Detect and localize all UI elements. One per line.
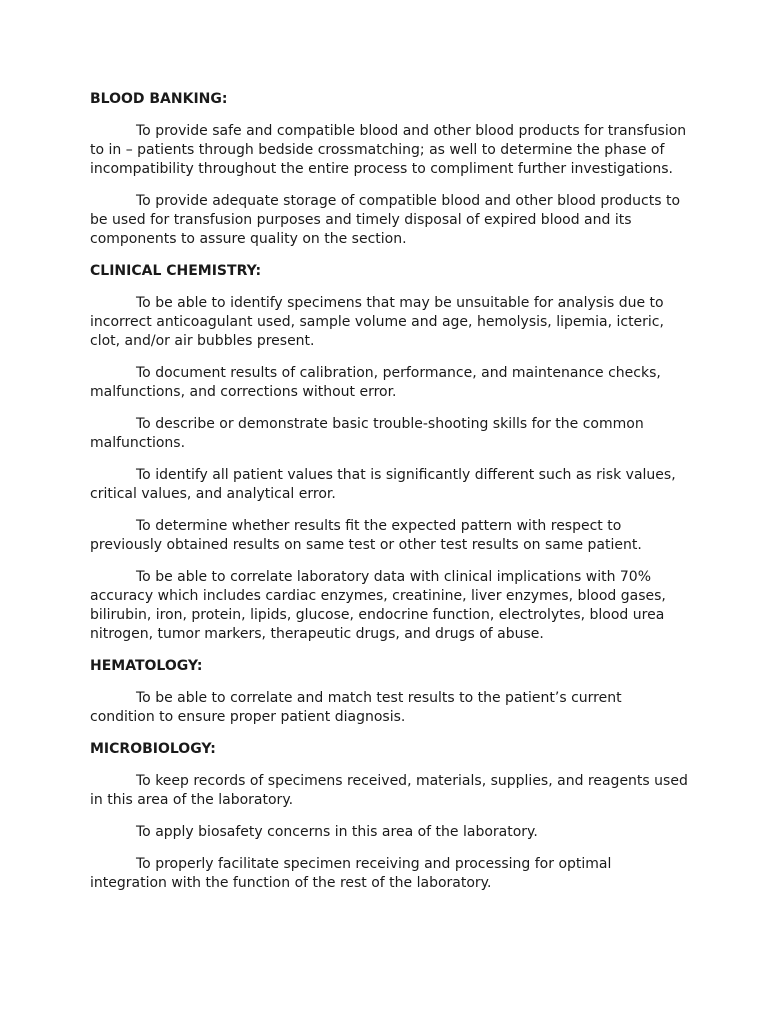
section-microbiology xyxy=(90,740,690,893)
section-heading: CLINICAL CHEMISTRY: xyxy=(90,263,262,279)
section-blood-banking xyxy=(90,90,690,249)
paragraph: To document results of calibration, performance, and maintenance checks, malfunctions, and corrections without error. xyxy=(90,365,661,400)
paragraph: To apply biosafety concerns in this area of the laboratory. xyxy=(136,824,538,840)
section-heading: BLOOD BANKING: xyxy=(90,91,228,107)
paragraph: To be able to correlate and match test results to the patient’s current condition to ensure proper patient diagnosis. xyxy=(90,690,622,725)
paragraph: To determine whether results fit the expected pattern with respect to previously obtained results on same test or other test results on same patient. xyxy=(90,518,642,553)
paragraph: To be able to identify specimens that may be unsuitable for analysis due to incorrect anticoagulant used, sample volume and age, hemolysis, lipemia, icteric, clot, and/or air bubbles present. xyxy=(90,295,664,349)
section-heading: MICROBIOLOGY: xyxy=(90,741,216,757)
paragraph: To provide adequate storage of compatible blood and other blood products to be used for transfusion purposes and timely disposal of expired blood and its components to assure quality on the section. xyxy=(90,193,681,247)
paragraph: To keep records of specimens received, materials, supplies, and reagents used in this area of the laboratory. xyxy=(90,773,688,808)
paragraph: To describe or demonstrate basic trouble-shooting skills for the common malfunctions. xyxy=(90,416,644,451)
section-hematology xyxy=(90,657,690,727)
paragraph: To identify all patient values that is significantly different such as risk values, critical values, and analytical error. xyxy=(90,467,676,502)
section-heading: HEMATOLOGY: xyxy=(90,658,203,674)
section-clinical-chemistry xyxy=(90,262,690,644)
paragraph: To properly facilitate specimen receiving and processing for optimal integration with the function of the rest of the laboratory. xyxy=(90,856,612,891)
document-page xyxy=(90,90,690,906)
paragraph: To provide safe and compatible blood and other blood products for transfusion to in – patients through bedside crossmatching; as well to determine the phase of incompatibility throughout the entire process to compliment further investigations. xyxy=(90,123,687,177)
paragraph: To be able to correlate laboratory data with clinical implications with 70% accuracy which includes cardiac enzymes, creatinine, liver enzymes, blood gases, bilirubin, iron, protein, lipids, glucose, endocrine function, electrolytes, blood urea nitrogen, tumor markers, therapeutic drugs, and drugs of abuse. xyxy=(90,569,666,642)
